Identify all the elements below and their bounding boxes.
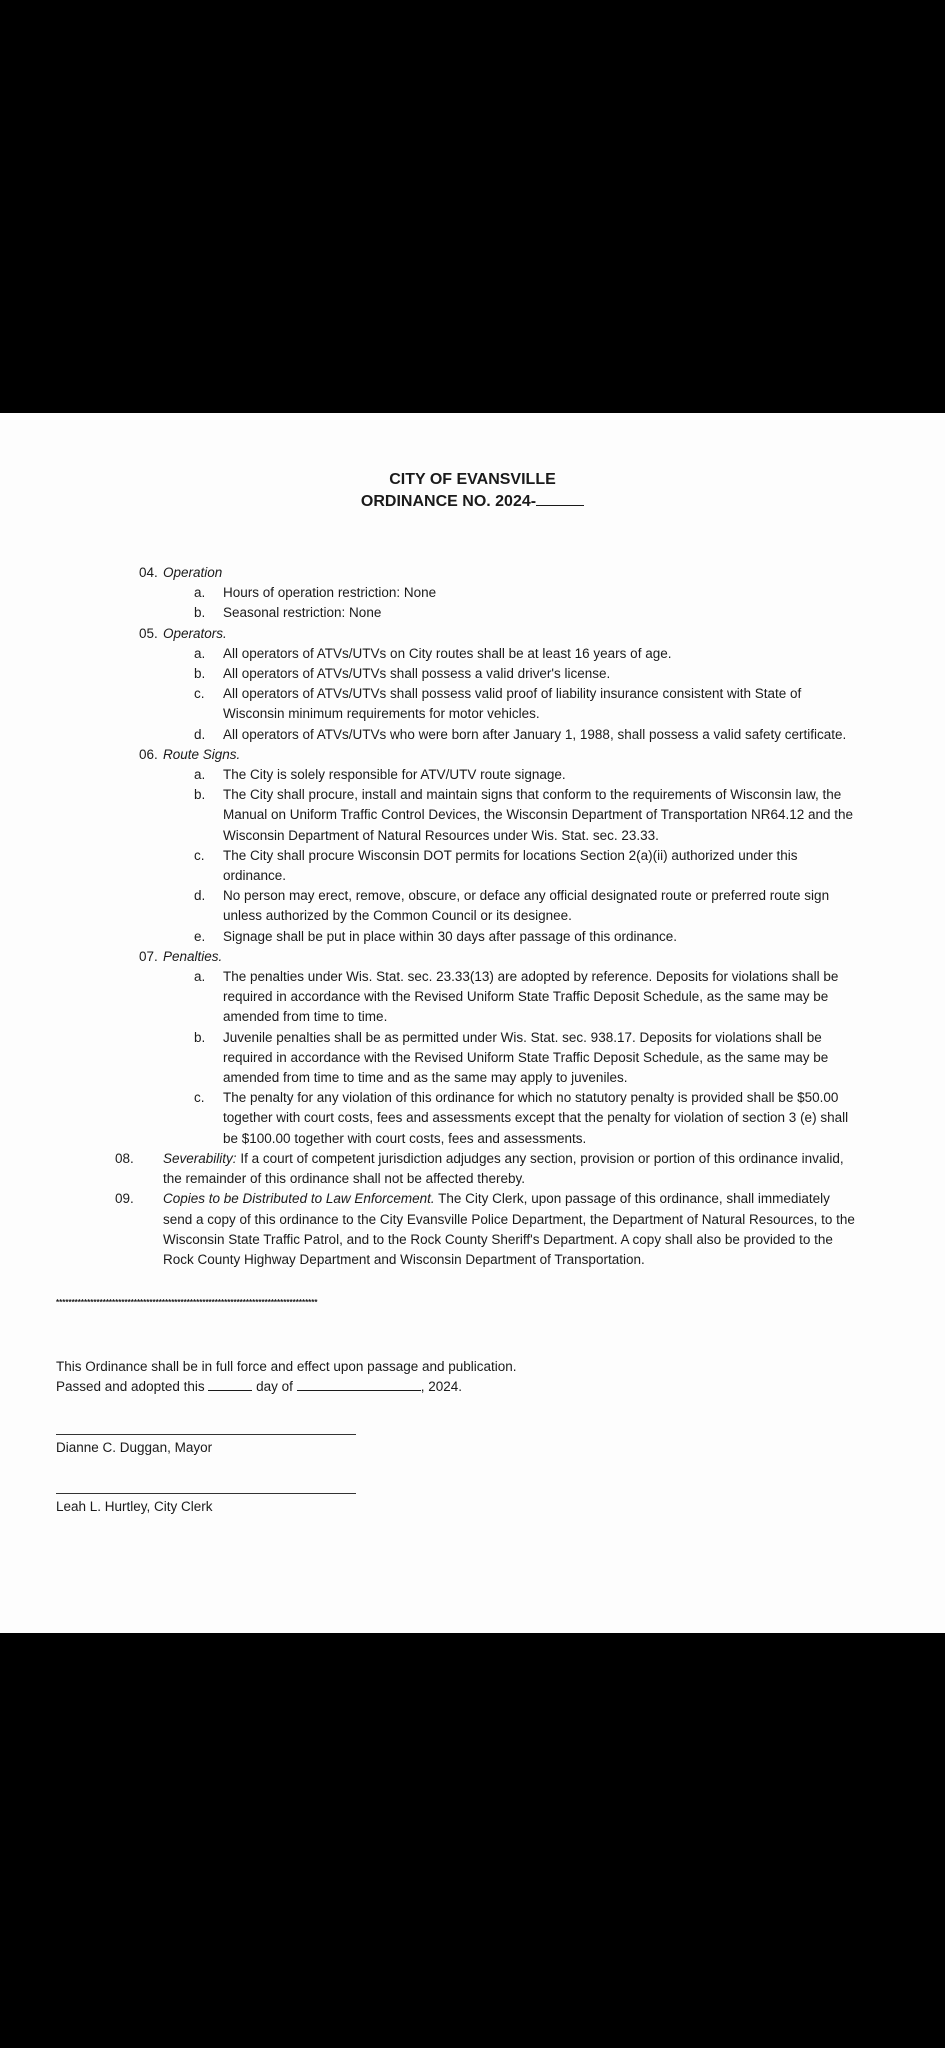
section-heading — [139, 624, 859, 644]
item-text: Seasonal restriction: None — [223, 605, 382, 621]
passed-mid: day of — [256, 1379, 293, 1394]
section-number: 06. — [139, 746, 158, 762]
section-06 — [139, 745, 859, 947]
list-item — [139, 725, 859, 745]
section-title: Operators. — [163, 625, 227, 641]
item-text: All operators of ATVs/UTVs who were born after January 1, 1988, shall possess a valid safety certificate. — [223, 726, 847, 742]
item-letter: a. — [194, 585, 206, 601]
mayor-signature-line — [56, 1434, 356, 1435]
item-text: The penalty for any violation of this ordinance for which no statutory penalty is provided shall be $50.00 together with court costs, fees and assessments except that the penalty for violation of section 3 (e) shall be $100.00 together with court costs, fees and assessments. — [223, 1090, 849, 1146]
item-text: No person may erect, remove, obscure, or deface any official designated route or preferred route sign unless authorized by the Common Council or its designee. — [223, 888, 830, 924]
list-item — [139, 664, 859, 684]
item-text: Juvenile penalties shall be as permitted under Wis. Stat. sec. 938.17. Deposits for violations shall be required in accordance with the Revised Uniform State Traffic Deposit Schedule, as the same may be amended from time to time and as the same may apply to juveniles. — [223, 1029, 829, 1086]
list-item — [139, 765, 859, 785]
section-title: Route Signs. — [163, 746, 241, 762]
list-item — [139, 927, 859, 947]
item-letter: b. — [194, 605, 206, 621]
section-number: 05. — [139, 625, 158, 641]
section-number: 09. — [115, 1191, 134, 1207]
section-title: Severability: — [163, 1150, 237, 1166]
list-item — [139, 603, 859, 623]
item-letter: c. — [194, 686, 205, 702]
sections-list — [139, 563, 859, 1149]
section-number: 04. — [139, 565, 158, 580]
item-text: Signage shall be put in place within 30 days after passage of this ordinance. — [223, 928, 678, 944]
item-letter: d. — [194, 888, 206, 904]
section-07 — [139, 947, 859, 1149]
city-title: CITY OF EVANSVILLE — [389, 471, 556, 488]
item-text: All operators of ATVs/UTVs shall possess a valid driver's license. — [223, 666, 611, 682]
item-letter: b. — [194, 666, 206, 682]
item-text: All operators of ATVs/UTVs shall possess valid proof of liability insurance consistent with State of Wisconsin minimum requirements for motor vehicles. — [223, 686, 802, 722]
item-letter: a. — [194, 767, 206, 783]
mayor-name: Dianne C. Duggan, Mayor — [56, 1440, 213, 1455]
section-number: 07. — [139, 948, 158, 964]
item-letter: a. — [194, 969, 206, 985]
item-letter: d. — [194, 726, 206, 742]
list-item — [139, 1088, 859, 1149]
passed-line — [56, 1377, 462, 1397]
list-item — [139, 886, 859, 926]
section-title: Copies to be Distributed to Law Enforcement. — [163, 1191, 435, 1207]
list-item — [139, 785, 859, 846]
item-text: The penalties under Wis. Stat. sec. 23.33(13) are adopted by reference. Deposits for violations shall be required in accordance with the Revised Uniform State Traffic Deposit Schedule, as the same may be amended from time to time. — [223, 969, 839, 1025]
section-text: If a court of competent jurisdiction adjudges any section, provision or portion of this ordinance invalid, the remainder of this ordinance shall not be affected thereby. — [163, 1150, 844, 1187]
ordinance-number — [0, 491, 945, 512]
item-text: The City shall procure, install and maintain signs that conform to the requirements of Wisconsin law, the Manual on Uniform Traffic Control Devices, the Wisconsin Department of Transportation NR64.12 and the Wisconsin Department of Natural Resources under Wis. Stat. sec. 23.33. — [223, 787, 854, 843]
section-heading — [139, 947, 859, 967]
separator-stars: ************************************************************************************ — [56, 1298, 318, 1307]
section-heading — [139, 563, 859, 583]
section-08 — [115, 1149, 859, 1189]
item-letter: a. — [194, 645, 206, 661]
list-item — [139, 583, 859, 603]
section-09 — [115, 1189, 859, 1270]
item-letter: e. — [194, 928, 206, 944]
section-05 — [139, 624, 859, 745]
item-letter: b. — [194, 1029, 206, 1045]
item-letter: b. — [194, 787, 206, 803]
effect-statement — [56, 1357, 517, 1377]
ordinance-body — [115, 563, 859, 1270]
item-letter: c. — [194, 847, 205, 863]
list-item — [139, 644, 859, 664]
clerk-signature-line — [56, 1493, 356, 1494]
item-letter: c. — [194, 1090, 205, 1106]
ordinance-number-text: ORDINANCE NO. 2024- — [360, 493, 537, 510]
section-title: Operation — [163, 565, 223, 580]
clerk-name: Leah L. Hurtley, City Clerk — [56, 1499, 213, 1514]
month-blank — [297, 1378, 421, 1391]
passed-prefix: Passed and adopted this — [56, 1379, 205, 1394]
item-text: The City shall procure Wisconsin DOT permits for locations Section 2(a)(ii) authorized under this ordinance. — [223, 847, 798, 884]
item-text: The City is solely responsible for ATV/UTV route signage. — [223, 767, 566, 783]
section-number: 08. — [115, 1150, 134, 1166]
section-title: Penalties. — [163, 948, 223, 964]
day-blank — [208, 1378, 252, 1391]
list-item — [139, 967, 859, 1028]
passed-suffix: , 2024. — [420, 1379, 462, 1394]
list-item — [139, 846, 859, 886]
section-text: The City Clerk, upon passage of this ordinance, shall immediately send a copy of this ordinance to the City Evansville Police Department, the Department of Natural Resources, to the Wisconsin State Traffic Patrol, and to the Rock County Sheriff's Department. A copy shall also be provided to the Rock County Highway Department and Wisconsin Department of Transportation. — [163, 1191, 855, 1267]
list-item — [139, 684, 859, 724]
effect-text: This Ordinance shall be in full force and effect upon passage and publication. — [56, 1359, 517, 1374]
item-text: Hours of operation restriction: None — [223, 585, 437, 601]
item-text: All operators of ATVs/UTVs on City routes shall be at least 16 years of age. — [223, 645, 672, 661]
list-item — [139, 1028, 859, 1089]
section-04 — [139, 563, 859, 624]
section-heading — [139, 745, 859, 765]
ordinance-number-blank — [536, 491, 584, 506]
